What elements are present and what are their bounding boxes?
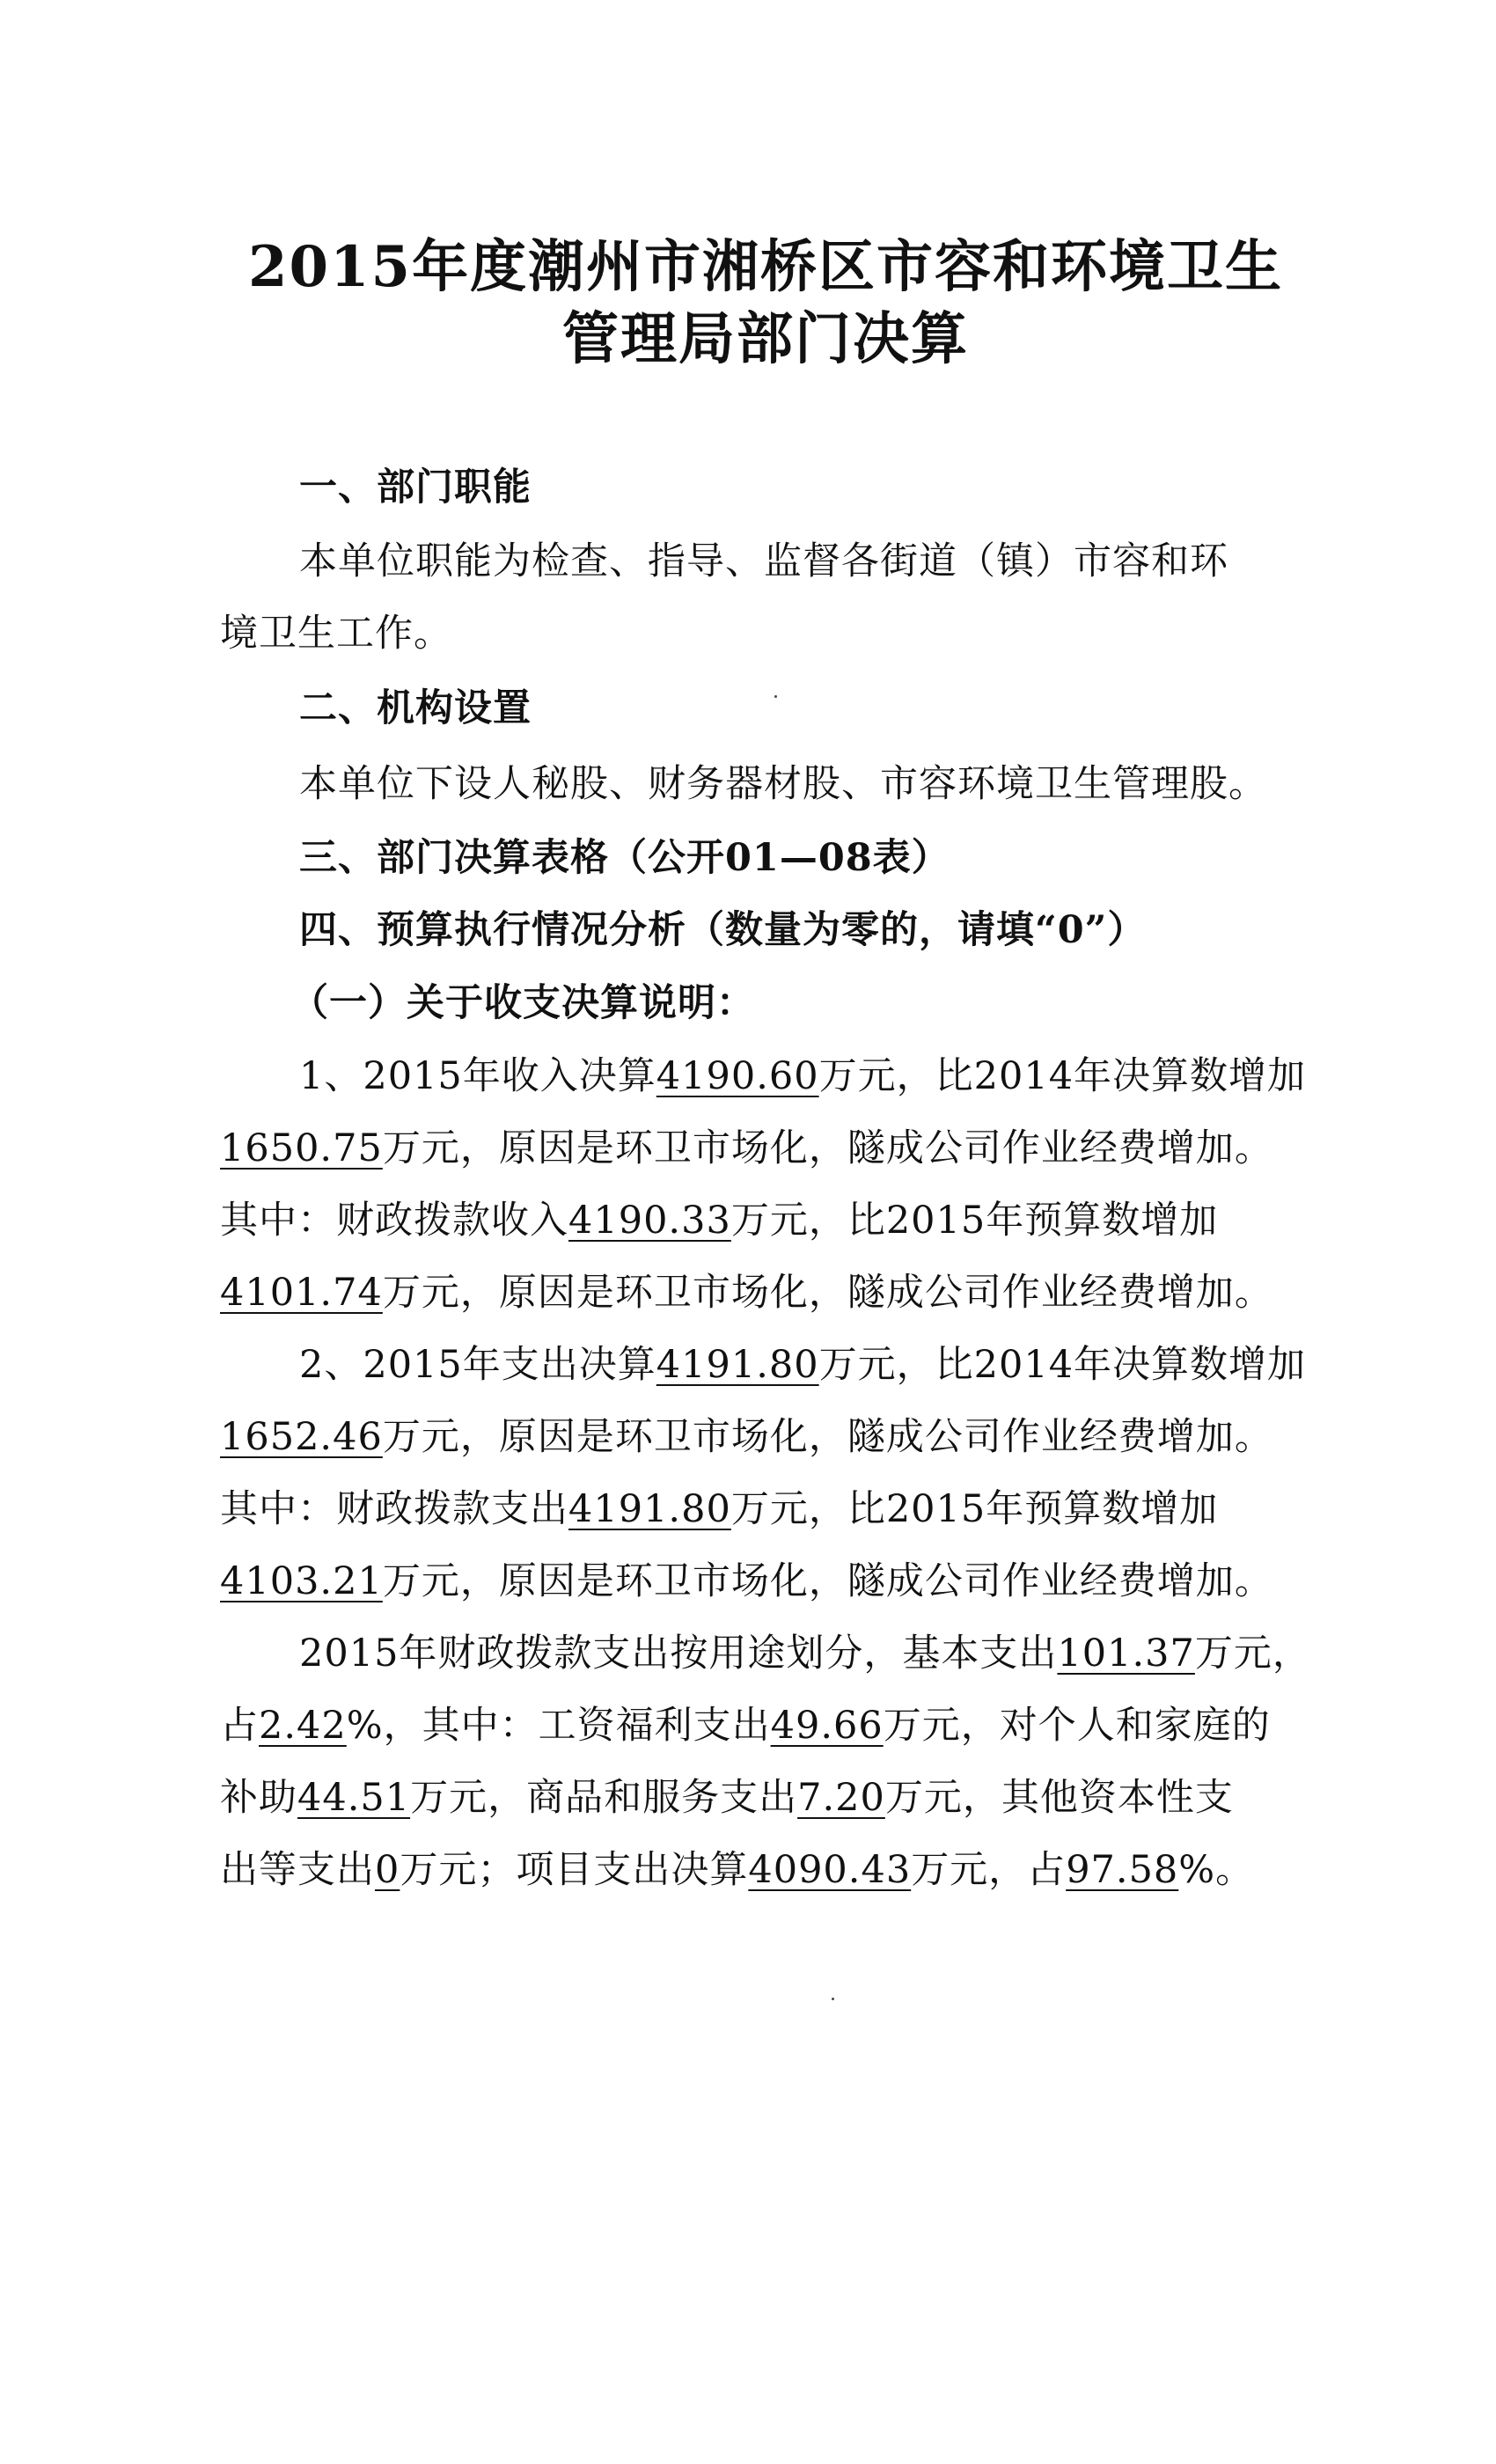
project-expense-value: 4090.43 [748,1848,912,1892]
p1-text: 1、2015年收入决算 [299,1054,656,1098]
p1-text: 万元，比2014年决算数增加 [818,1054,1307,1098]
p2-line-2 [220,1415,1273,1459]
p3-text: 万元，商品和服务支出 [410,1776,798,1820]
scan-speck [832,1998,834,2000]
p2-line-1 [299,1343,1307,1387]
section-1-heading: 一、部门职能 [299,466,532,510]
section-3-heading: 三、部门决算表格（公开01—08表） [299,836,950,880]
section-4-heading: 四、预算执行情况分析（数量为零的，请填“0”） [299,908,1147,952]
section-4-subheading: （一）关于收支决算说明： [290,981,755,1025]
p2-line-4 [220,1559,1273,1603]
scan-speck [774,695,777,698]
p3-text: 万元，对个人和家庭的 [883,1704,1271,1748]
fiscal-expense-value: 4191.80 [568,1487,731,1531]
section-1-body-line-2: 境卫生工作。 [220,612,452,656]
section-2-heading: 二、机构设置 [299,686,532,730]
income-total-value: 4190.60 [656,1054,819,1098]
p3-line-1 [299,1632,1311,1676]
p2-text: 万元，比2014年决算数增加 [818,1343,1307,1387]
expense-increase-value: 1652.46 [220,1415,383,1459]
document-title-line-1: 2015年度潮州市湘桥区市容和环境卫生 [247,234,1284,300]
document-title-line-2: 管理局部门决算 [562,306,969,372]
p3-text: %。 [1178,1848,1255,1892]
section-1-body-line-1: 本单位职能为检查、指导、监督各街道（镇）市容和环 [299,539,1228,583]
p3-text: 出等支出 [220,1848,375,1892]
p3-line-4 [220,1848,1255,1892]
section-2-body: 本单位下设人秘股、财务器材股、市容环境卫生管理股。 [299,762,1267,806]
p2-text: 其中：财政拨款支出 [220,1487,568,1531]
income-increase-value: 1650.75 [220,1126,383,1170]
p3-text: 万元，占 [911,1848,1067,1892]
fiscal-expense-increase-value: 4103.21 [220,1559,383,1603]
project-expense-percent: 97.58 [1066,1848,1179,1892]
p2-text: 万元，原因是环卫市场化，隧成公司作业经费增加。 [382,1415,1273,1459]
goods-services-value: 7.20 [797,1776,885,1820]
p1-text: 万元，原因是环卫市场化，隧成公司作业经费增加。 [382,1271,1273,1315]
p3-text: 占 [220,1704,259,1748]
p1-text: 万元，比2015年预算数增加 [730,1199,1219,1243]
p3-text: 万元；项目支出决算 [400,1848,749,1892]
p3-line-3 [220,1776,1234,1820]
p2-text: 万元，比2015年预算数增加 [730,1487,1219,1531]
p3-line-2 [220,1704,1271,1748]
p3-text: 补助 [220,1776,297,1820]
p1-line-1 [299,1054,1307,1098]
p2-text: 2、2015年支出决算 [299,1343,656,1387]
p1-line-2 [220,1126,1273,1170]
expense-total-value: 4191.80 [656,1343,819,1387]
household-subsidy-value: 44.51 [297,1776,411,1820]
p1-line-4 [220,1271,1273,1315]
p3-text: 万元， [1194,1632,1311,1676]
p2-text: 万元，原因是环卫市场化，隧成公司作业经费增加。 [382,1559,1273,1603]
fiscal-income-value: 4190.33 [568,1199,731,1243]
p2-line-3 [220,1487,1219,1531]
salary-welfare-value: 49.66 [770,1704,884,1748]
basic-expense-value: 101.37 [1057,1632,1195,1676]
p3-text: 万元，其他资本性支 [884,1776,1234,1820]
p3-text: 2015年财政拨款支出按用途划分，基本支出 [299,1632,1058,1676]
p1-text: 其中：财政拨款收入 [220,1199,568,1243]
p3-text: %，其中：工资福利支出 [346,1704,771,1748]
p1-text: 万元，原因是环卫市场化，隧成公司作业经费增加。 [382,1126,1273,1170]
basic-expense-percent: 2.42 [259,1704,347,1748]
other-capital-value: 0 [375,1848,400,1892]
fiscal-income-increase-value: 4101.74 [220,1271,383,1315]
p1-line-3 [220,1199,1219,1243]
